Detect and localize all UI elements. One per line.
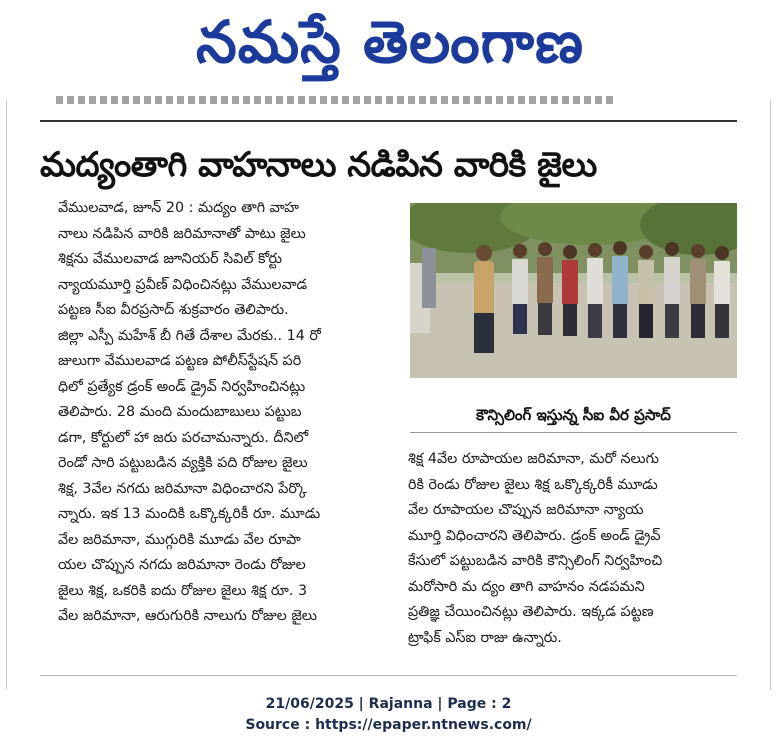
article-text-line: యల చొప్పున నగదు జరిమానా రెండు రోజుల [58,557,306,573]
article-text-line: రెండో సారి పట్టుబడిన వ్యక్తికి పది రోజుల జైలు [58,455,308,471]
caption-rule [410,432,737,433]
article-headline: మద్యంతాగి వాహనాలు నడిపిన వారికి జైలు [40,145,597,185]
article-text-line: పట్టణ సీఐ వీరప్రసాద్ శుక్రవారం తెలిపారు. [58,302,289,318]
article-text-line: ధిలో ప్రత్యేక డ్రంక్ అండ్ డ్రైవ్ నిర్వహించినట్లు [58,378,306,395]
article-column-left [58,196,392,630]
article-text-line: వేల జరిమానా, ఆరుగురికి నాలుగు రోజుల జైలు [58,608,317,624]
clipped-text-strip [56,96,616,104]
article-text-line: జైలు శిక్ష, ఒకరికి ఐదు రోజుల జైలు శిక్ష రూ. 3 [58,582,308,599]
article-text-line: శిక్షను వేములవాడ జూనియర్ సివిల్ కోర్టు [58,251,282,267]
article-text-line: వేల రూపాయల చొప్పున జరిమానా న్యాయ [408,502,644,518]
article-photo [410,203,737,378]
article-column-right [408,447,738,651]
photo-caption: కౌన్సిలింగ్ ఇస్తున్న సీఐ వీర ప్రసాద్ [476,406,671,424]
newspaper-masthead: నమస్తే తెలంగాణ [196,8,584,76]
headline-rule [40,120,737,122]
article-text-line: నాలు నడిపిన వారికి జరిమానాతో పాటు జైలు [58,225,306,242]
article-text-line: శిక్ష 4వేల రూపాయల జరిమానా, మరో నలుగు [408,451,659,467]
article-text-line: జిల్లా ఎస్పీ మహేశ్ బీ గితే దేశాల మేరకు.. 14 రో [58,327,321,344]
article-text-line: ప్రతిజ్ఞ చేయించినట్లు తెలిపారు. ఇక్కడ పట్టణ [408,604,654,620]
article-text-line: కేసులో పట్టుబడిన వారికి కౌన్సిలింగ్ నిర్వహించి [408,553,663,569]
article-text-line: న్యాయమూర్తి ప్రవీణ్ విధించినట్లు వేములవాడ [58,276,308,293]
article-text-line: మూర్తి విధించారని తెలిపారు. డ్రంక్ అండ్ డ్రైవ్ [408,527,661,544]
article-text-line: వేల జరిమానా, ముగ్గురికి మూడు వేల రూపా [58,531,301,548]
article-text-line: మరోసారి మ ద్యం తాగి వాహనం నడపమని [408,578,645,595]
footer-date-edition-page: 21/06/2025 | Rajanna | Page : 2 [265,696,512,712]
article-text-line: జులుగా వేములవాడ పట్టణ పోలీస్‌స్టేషన్ పరి [58,353,302,369]
article-text-line: వేములవాడ, జూన్ 20 : మద్యం తాగి వాహ [58,200,299,216]
article-text-line: రికి రెండు రోజుల జైలు శిక్ష ఒక్కొక్కరికీ మూడు [408,476,658,493]
footer-source-link[interactable]: Source : https://epaper.ntnews.com/ [245,717,532,733]
footer-rule [40,675,737,676]
article-text-line: ట్రాఫిక్ ఎస్ఐ రాజు ఉన్నారు. [408,629,562,646]
page-border-right [770,100,771,690]
article-text-line: డగా, కోర్టులో హా జరు పరచామన్నారు. దీనిలో [58,429,309,446]
article-text-line: న్నారు. ఇక 13 మందికి ఒక్కొక్కరికీ రూ. మూడు [58,506,321,522]
article-text-line: తెలిపారు. 28 మంది మందుబాబులు పట్టుబ [58,404,302,420]
article-text-line: శిక్ష, 3వేల నగదు జరిమానా విధించారని పేర్కొ [58,480,307,497]
page-border-left [6,100,7,690]
